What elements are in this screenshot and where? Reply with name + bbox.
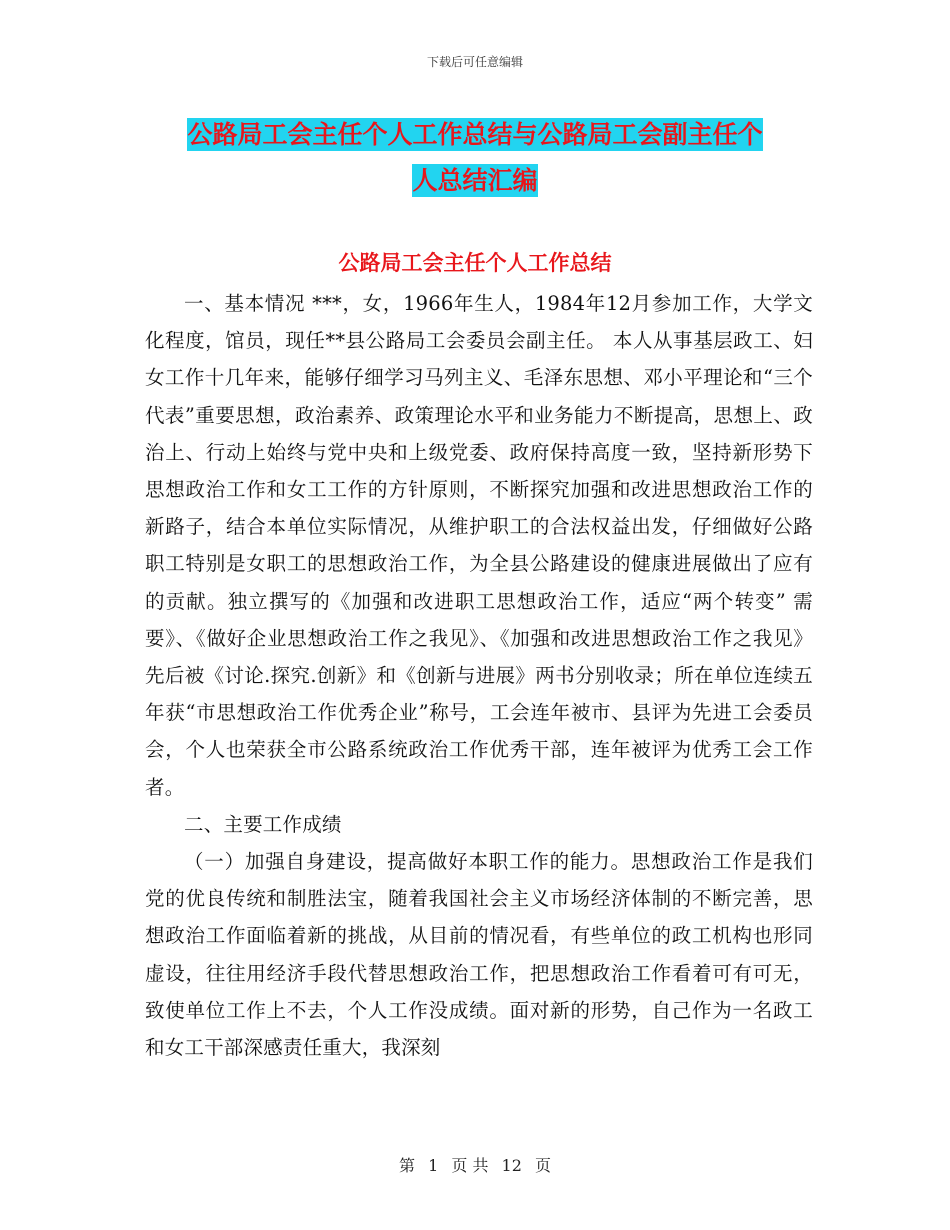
page-label-mid: 页 共	[451, 1156, 489, 1175]
document-title-line1: 公路局工会主任个人工作总结与公路局工会副主任个	[187, 120, 763, 149]
document-title	[145, 112, 805, 204]
paragraph-self-building: （一）加强自身建设，提高做好本职工作的能力。思想政治工作是我们党的优良传统和制胜法宝，随着我国社会主义市场经济体制的不断完善，思想政治工作面临着新的挑战，从目前的情况看，有些单位的政工机构也形同虚设，往往用经济手段代替思想政治工作，把思想政治工作看着可有可无，致使单位工作上不去，个人工作没成绩。面对新的形势，自己作为一名政工和女工干部深感责任重大，我深刻	[145, 850, 813, 1060]
page-label-suffix: 页	[535, 1156, 552, 1175]
paragraph-main-achievements-heading: 二、主要工作成绩	[184, 812, 342, 836]
document-title-line2: 人总结汇编	[412, 166, 538, 195]
total-pages: 12	[501, 1156, 522, 1175]
header-note: 下载后可任意编辑	[426, 55, 523, 69]
page-footer	[0, 1153, 950, 1176]
page-number: 1	[428, 1156, 439, 1175]
paragraph-basic-info: 一、基本情况 ***，女，1966年生人，1984年12月参加工作，大学文化程度，馆员，现任**县公路局工会委员会副主任。 本人从事基层政工、妇女工作十几年来，能够仔细学习马列主义、毛泽东思想、邓小平理论和“三个代表”重要思想，政治素养、政策理论水平和业务能力不断提高，思想上、政治上、行动上始终与党中央和上级党委、政府保持高度一致，坚持新形势下思想政治工作和女工工作的方针原则，不断探究加强和改进思想政治工作的新路子，结合本单位实际情况，从维护职工的合法权益出发，仔细做好公路职工特别是女职工的思想政治工作，为全县公路建设的健康进展做出了应有的贡献。独立撰写的《加强和改进职工思想政治工作，适应“两个转变” 需要》、《做好企业思想政治工作之我见》、《加强和改进思想政治工作之我见》先后被《讨论.探究.创新》和《创新与进展》两书分别收录；所在单位连续五年获“市思想政治工作优秀企业”称号，工会连年被市、县评为先进工会委员会，个人也荣获全市公路系统政治工作优秀干部，连年被评为优秀工会工作者。	[145, 292, 813, 799]
document-body	[145, 285, 813, 1066]
page-label-prefix: 第	[398, 1156, 415, 1175]
section-title: 公路局工会主任个人工作总结	[338, 251, 612, 275]
